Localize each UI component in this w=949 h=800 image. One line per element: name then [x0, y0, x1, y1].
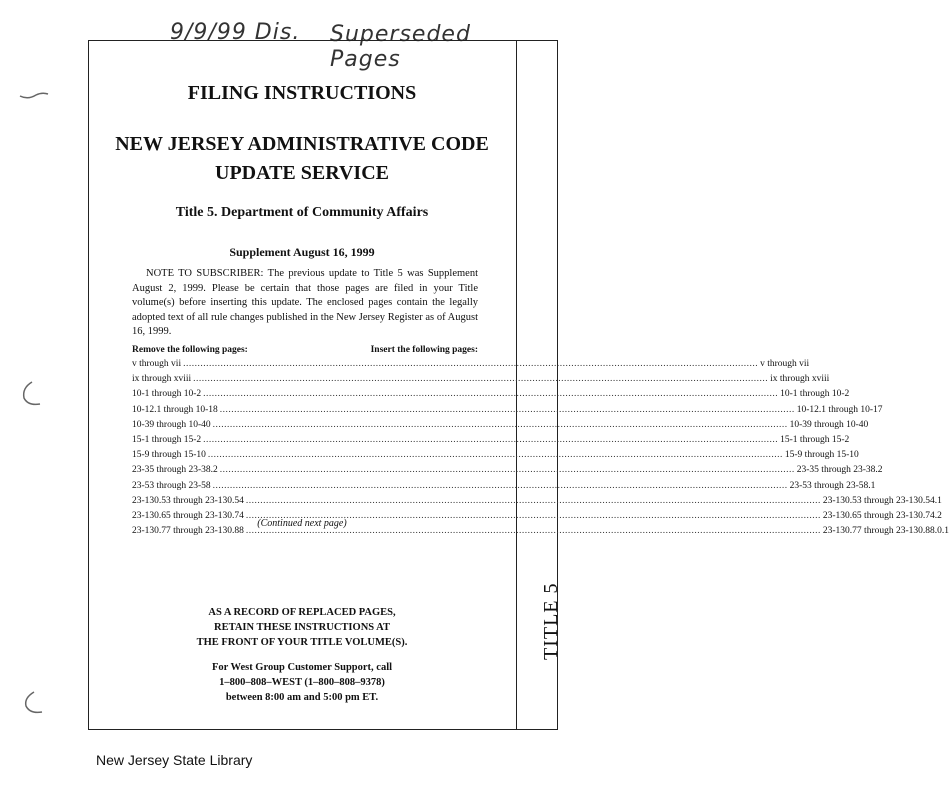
library-stamp: New Jersey State Library: [96, 752, 253, 768]
remove-pages: 10-1 through 10-2: [132, 389, 202, 400]
dot-leader: ........................................................................................................................................................................................................: [219, 404, 795, 415]
support-line3: between 8:00 am and 5:00 pm ET.: [225, 692, 379, 703]
remove-pages: 10-12.1 through 10-18: [132, 404, 218, 415]
record-line2: RETAIN THESE INSTRUCTIONS AT: [214, 622, 390, 633]
insert-pages: 23-130.65 through 23-130.74.2: [822, 510, 942, 521]
remove-pages: 23-130.53 through 23-130.54: [132, 495, 244, 506]
record-instructions: [88, 605, 516, 650]
dot-leader: ........................................................................................................................................................................................................: [212, 480, 788, 491]
record-line1: AS A RECORD OF REPLACED PAGES,: [208, 607, 396, 618]
remove-pages: 23-53 through 23-58: [132, 480, 211, 491]
subscriber-note: NOTE TO SUBSCRIBER: The previous update to Title 5 was Supplement August 2, 1999. Please be certain that those pages are filed in your Title volume(s) before inserting this update. The enclosed pages contain the legally adopted text of all rule changes published in the New Jersey Register as of August 16, 1999.: [132, 268, 478, 337]
page-title: FILING INSTRUCTIONS: [187, 82, 417, 104]
dot-leader: ........................................................................................................................................................................................................: [245, 495, 821, 506]
dot-leader: ........................................................................................................................................................................................................: [219, 465, 795, 476]
punch-hole-mark: [18, 380, 52, 396]
dot-leader: ........................................................................................................................................................................................................: [245, 510, 821, 521]
table-row: [132, 465, 883, 480]
dot-leader: ........................................................................................................................................................................................................: [203, 389, 779, 400]
code-heading-line1: NEW JERSEY ADMINISTRATIVE CODE: [115, 133, 489, 155]
insert-pages: 15-1 through 15-2: [780, 434, 850, 445]
table-header: [132, 345, 478, 355]
remove-pages: 23-130.77 through 23-130.88: [132, 526, 244, 537]
code-heading: [88, 130, 516, 188]
table-row: [132, 389, 850, 404]
remove-pages: 10-39 through 10-40: [132, 419, 211, 430]
remove-pages: 15-9 through 15-10: [132, 450, 206, 461]
insert-pages: 15-9 through 15-10: [784, 450, 859, 461]
insert-pages: 10-12.1 through 10-17: [796, 404, 883, 415]
dot-leader: ........................................................................................................................................................................................................: [203, 434, 779, 445]
continued-note: (Continued next page): [257, 518, 347, 529]
page-table: [132, 359, 949, 541]
dot-leader: ........................................................................................................................................................................................................: [212, 419, 788, 430]
remove-pages: v through vii: [132, 359, 182, 369]
insert-pages: 23-130.77 through 23-130.88.0.1: [822, 526, 949, 537]
dot-leader: ........................................................................................................................................................................................................: [183, 359, 759, 369]
record-line3: THE FRONT OF YOUR TITLE VOLUME(S).: [196, 637, 408, 648]
support-line2: 1–800–808–WEST (1–800–808–9378): [219, 677, 385, 688]
handwritten-superseded: Superseded Pages: [330, 22, 471, 72]
remove-pages: 23-130.65 through 23-130.74: [132, 510, 244, 521]
customer-support: [88, 660, 516, 705]
remove-pages: 15-1 through 15-2: [132, 434, 202, 445]
support-line1: For West Group Customer Support, call: [211, 662, 393, 673]
table-row: [132, 434, 850, 450]
punch-hole-mark: [18, 690, 52, 706]
punch-hole-mark: [18, 86, 52, 102]
table-row: [132, 480, 876, 496]
table-row: [132, 495, 942, 511]
dot-leader: ........................................................................................................................................................................................................: [193, 374, 769, 385]
insert-pages: ix through xviii: [770, 374, 830, 385]
tab-label: TITLE 5: [540, 582, 562, 660]
supplement-date: Supplement August 16, 1999: [229, 245, 375, 259]
dot-leader: ........................................................................................................................................................................................................: [245, 526, 821, 537]
table-row: [132, 374, 830, 389]
table-row: [132, 450, 859, 465]
insert-pages: 23-53 through 23-58.1: [789, 480, 876, 491]
table-row: [132, 419, 869, 435]
insert-pages: v through vii: [760, 359, 810, 369]
table-row: [132, 359, 810, 374]
table-row: [132, 404, 883, 420]
insert-pages: 23-130.53 through 23-130.54.1: [822, 495, 942, 506]
insert-pages: 23-35 through 23-38.2: [796, 465, 883, 476]
insert-pages: 10-39 through 10-40: [789, 419, 869, 430]
remove-pages: ix through xviii: [132, 374, 192, 385]
handwritten-date: 9/9/99 Dis.: [170, 20, 301, 45]
title-line: Title 5. Department of Community Affairs: [175, 205, 429, 220]
remove-header: Remove the following pages:: [132, 345, 248, 355]
remove-pages: 23-35 through 23-38.2: [132, 465, 218, 476]
dot-leader: ........................................................................................................................................................................................................: [207, 450, 783, 461]
insert-header: Insert the following pages:: [370, 345, 478, 355]
code-heading-line2: UPDATE SERVICE: [215, 162, 389, 184]
insert-pages: 10-1 through 10-2: [780, 389, 850, 400]
